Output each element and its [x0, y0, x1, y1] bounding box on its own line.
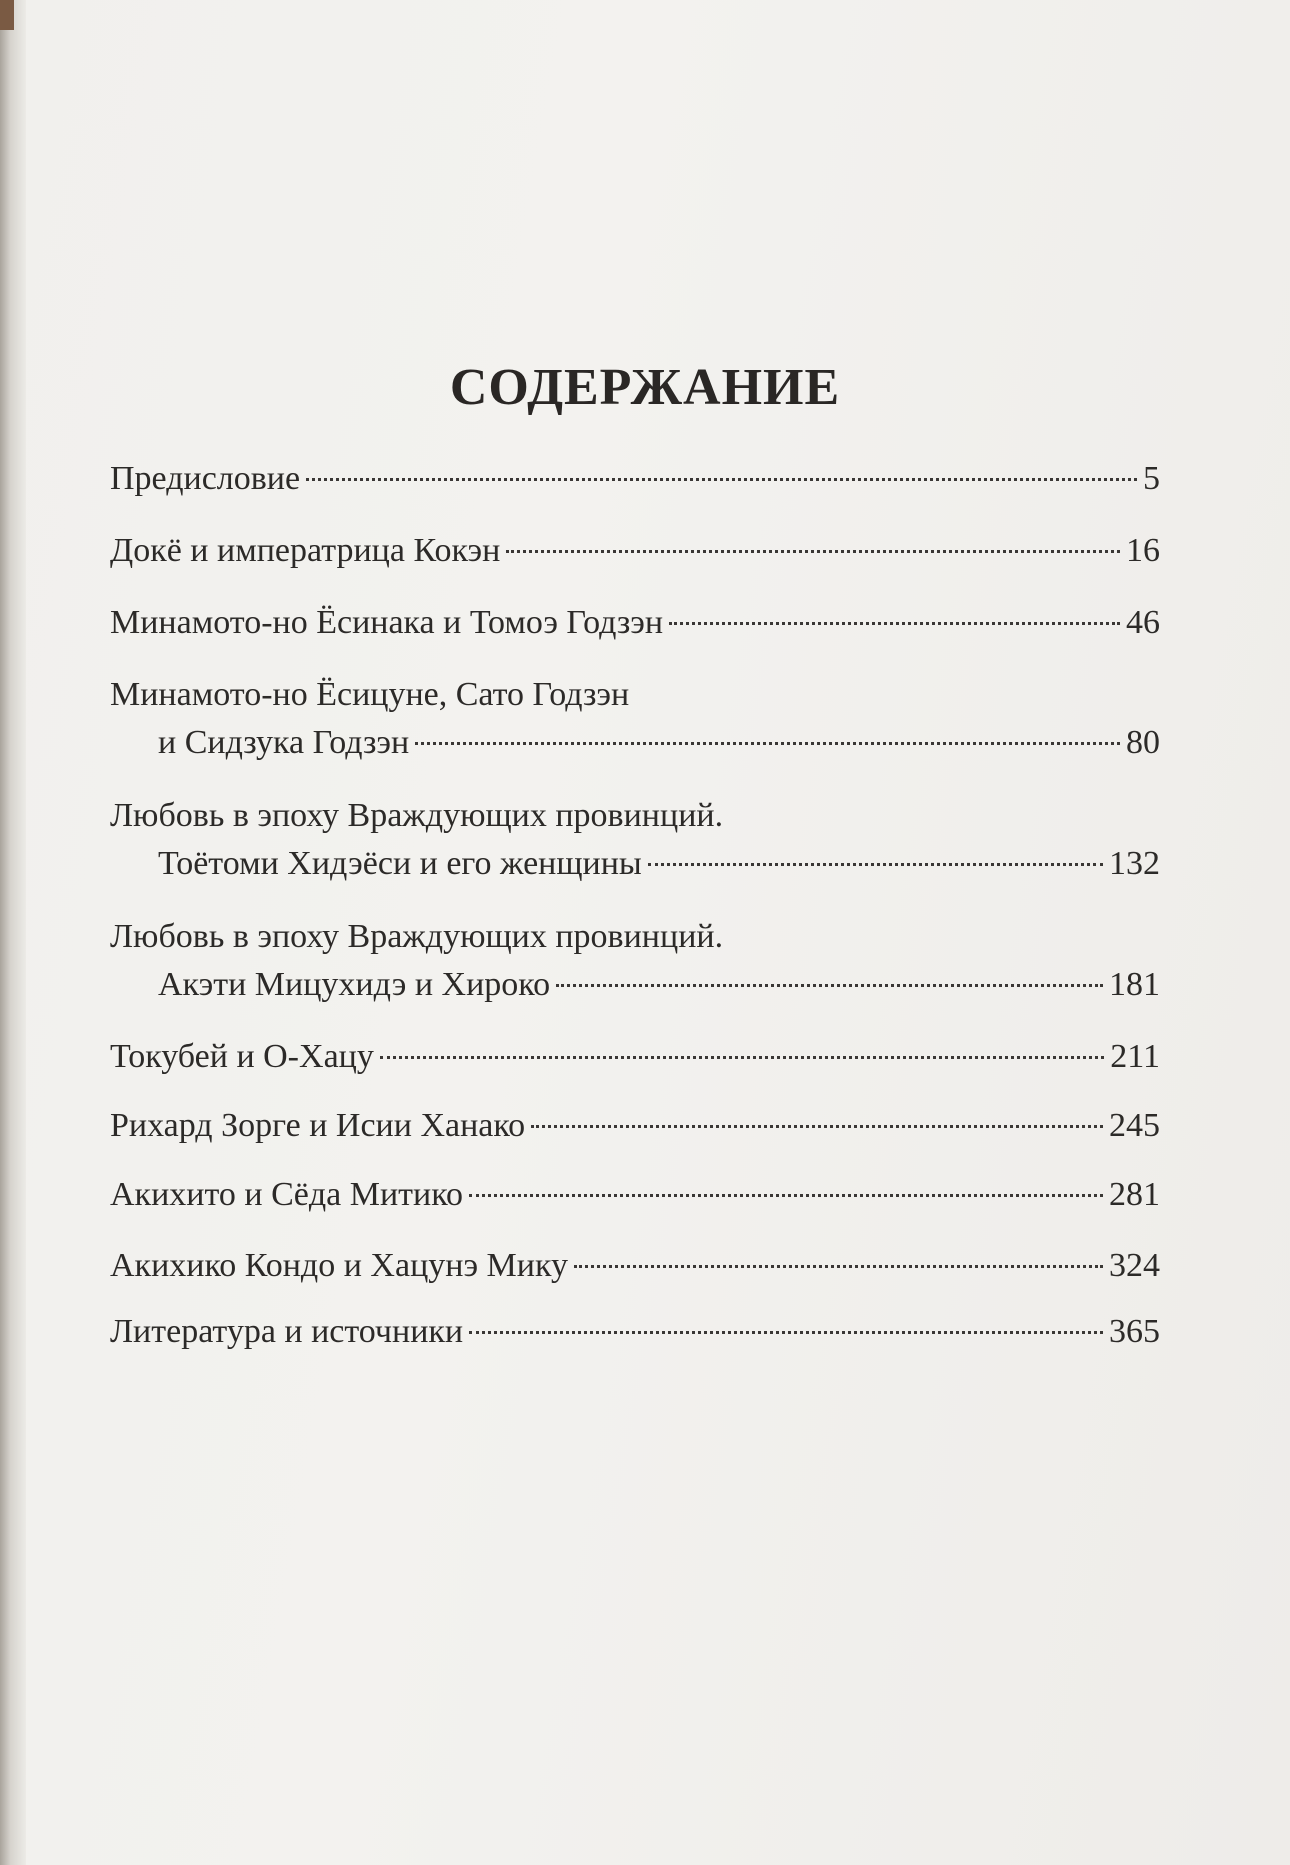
cover-corner — [0, 0, 14, 30]
page-edge — [0, 0, 26, 1865]
dot-leader — [669, 622, 1120, 625]
toc-page-number: 181 — [1109, 966, 1160, 1003]
toc-entry-title: Минамото-но Ёсинака и Томоэ Годзэн — [110, 604, 664, 641]
dot-leader — [531, 1125, 1103, 1128]
toc-entry-title: Токубей и О-Хацу — [110, 1038, 374, 1075]
toc-entry-6 — [110, 913, 1160, 1009]
toc-page-number: 5 — [1143, 460, 1160, 497]
toc-entry-title: Предисловие — [110, 460, 301, 497]
toc-page-number: 132 — [1109, 845, 1160, 882]
toc-entry-title: Докё и императрица Кокэн — [110, 532, 501, 569]
dot-leader — [469, 1331, 1103, 1334]
toc-entry-3 — [110, 599, 1160, 647]
toc-page-number: 211 — [1110, 1038, 1160, 1075]
toc-entry-10 — [110, 1242, 1160, 1290]
dot-leader — [380, 1056, 1104, 1059]
toc-entry-1 — [110, 455, 1160, 503]
toc-entry-title-line: и Сидзука Годзэн — [158, 724, 410, 761]
dot-leader — [415, 742, 1120, 745]
toc-entry-title-line: Минамото-но Ёсицуне, Сато Годзэн — [110, 676, 630, 713]
dot-leader — [648, 863, 1103, 866]
dot-leader — [556, 984, 1103, 987]
toc-entry-9 — [110, 1171, 1160, 1219]
toc-page-number: 80 — [1126, 724, 1160, 761]
toc-entry-title-line: Акэти Мицухидэ и Хироко — [158, 966, 551, 1003]
dot-leader — [306, 478, 1137, 481]
toc-entry-title-line: Любовь в эпоху Враждующих провинций. — [110, 797, 724, 834]
toc-page-number: 245 — [1109, 1107, 1160, 1144]
toc-entry-2 — [110, 527, 1160, 575]
toc-entry-4 — [110, 671, 1160, 767]
toc-entry-7 — [110, 1033, 1160, 1081]
page-title: СОДЕРЖАНИЕ — [449, 359, 841, 416]
toc-page-number: 324 — [1109, 1247, 1160, 1284]
toc-page-number: 46 — [1126, 604, 1160, 641]
toc-entry-title: Акихико Кондо и Хацунэ Мику — [110, 1247, 569, 1284]
toc-entry-title: Литература и источники — [110, 1313, 464, 1350]
toc-page-number: 281 — [1109, 1176, 1160, 1213]
toc-page-number: 365 — [1109, 1313, 1160, 1350]
toc-entry-5 — [110, 792, 1160, 888]
toc-entry-title: Акихито и Сёда Митико — [110, 1176, 463, 1213]
toc-page-number: 16 — [1126, 532, 1160, 569]
toc-entry-title-line: Тоётоми Хидэёси и его женщины — [158, 845, 642, 882]
dot-leader — [469, 1194, 1103, 1197]
toc-entry-title-line: Любовь в эпоху Враждующих провинций. — [110, 918, 724, 955]
toc-entry-8 — [110, 1102, 1160, 1150]
toc-entry-11 — [110, 1308, 1160, 1356]
toc-entry-title: Рихард Зорге и Исии Ханако — [110, 1107, 526, 1144]
dot-leader — [506, 550, 1120, 553]
dot-leader — [574, 1265, 1103, 1268]
